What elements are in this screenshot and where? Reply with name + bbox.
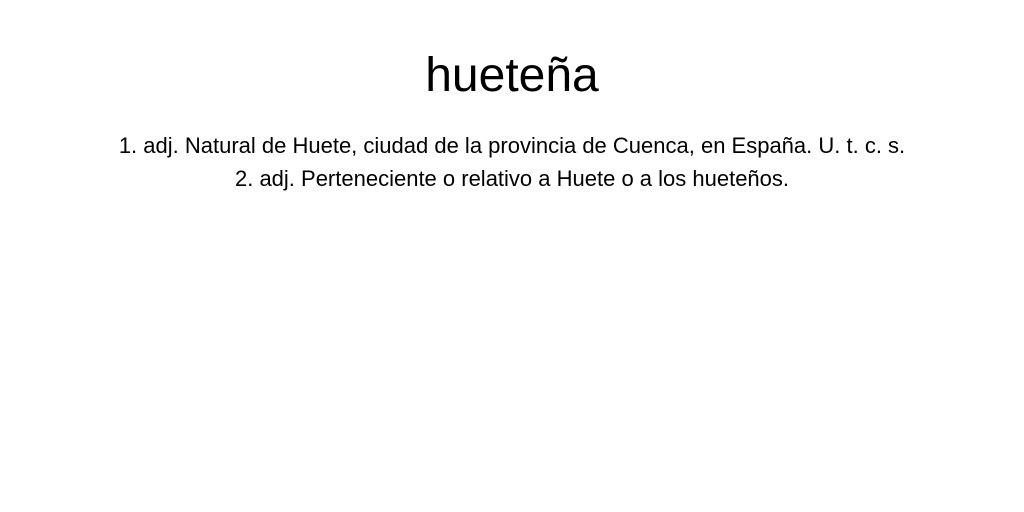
definition-2: 2. adj. Perteneciente o relativo a Huete o a los hueteños. <box>234 166 790 191</box>
definition-1: 1. adj. Natural de Huete, ciudad de la provincia de Cuenca, en España. U. t. c. s. <box>118 133 906 158</box>
definition-list <box>60 127 964 197</box>
headword: hueteña <box>425 49 599 102</box>
